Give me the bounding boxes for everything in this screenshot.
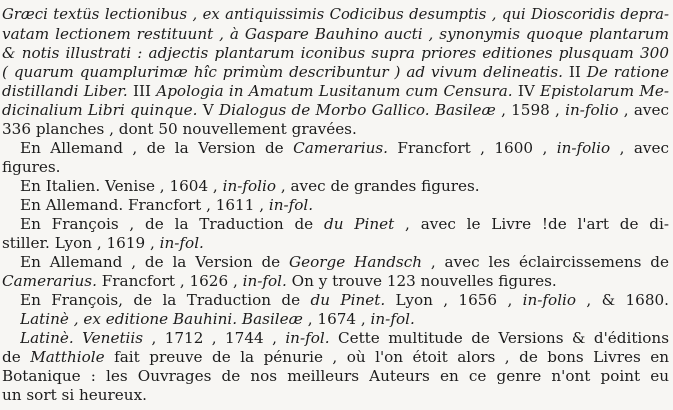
italic-segment: Dialogus de Morbo Gallico. Basileæ xyxy=(218,103,496,119)
italic-segment: distillandi Liber. xyxy=(2,84,133,100)
roman-segment: 336 planches , dont 50 nouvellement gravées. xyxy=(2,122,357,138)
italic-segment: Epistolarum Me- xyxy=(540,84,669,100)
text-line xyxy=(2,103,669,121)
text-line xyxy=(2,160,669,178)
text-line xyxy=(20,293,669,311)
text-line xyxy=(20,141,669,159)
text-line xyxy=(2,236,669,254)
italic-segment: dicinalium Libri quinque. xyxy=(2,103,203,119)
italic-segment: De ratione xyxy=(586,65,669,81)
text-line xyxy=(2,388,669,406)
italic-segment: du Pinet. xyxy=(310,293,386,309)
roman-segment: Botanique : les Ouvrages de nos meilleurs Auteurs en ce genre n'ont point eu xyxy=(2,369,669,385)
roman-segment: , avec xyxy=(618,103,669,119)
italic-segment: in-folio xyxy=(556,141,611,157)
italic-segment: in-fol. xyxy=(285,331,330,347)
text-line xyxy=(2,8,669,26)
italic-segment: in-folio xyxy=(522,293,577,309)
italic-segment: Græci textûs lectionibus , ex antiquissimis Codicibus desumptis , qui Dioscoridis depra- xyxy=(2,8,669,23)
italic-segment: Camerarius. xyxy=(293,141,388,157)
text-line xyxy=(2,46,669,64)
roman-segment: , avec de grandes figures. xyxy=(276,179,480,195)
text-line xyxy=(2,274,669,292)
text-line xyxy=(20,255,669,273)
text-line xyxy=(20,179,669,197)
roman-segment: , 1674 , xyxy=(302,312,371,328)
roman-segment: En François , de la Traduction de xyxy=(20,217,324,233)
italic-segment: George Handsch xyxy=(289,255,423,271)
roman-segment: un sort si heureux. xyxy=(2,388,147,404)
italic-segment: in-fol. xyxy=(370,312,415,328)
roman-segment: II xyxy=(568,65,587,81)
roman-segment: En Italien. Venise , 1604 , xyxy=(20,179,223,195)
italic-segment: Camerarius. xyxy=(2,274,97,290)
italic-segment: in-folio xyxy=(565,103,619,119)
roman-segment: , avec le Livre !de l'art de di- xyxy=(394,217,669,233)
text-line xyxy=(2,84,669,102)
italic-segment: Latinè , ex editione Bauhini. Basileæ xyxy=(20,312,303,328)
roman-segment: , 1712 , 1744 , xyxy=(143,331,286,347)
roman-segment: , & 1680. xyxy=(576,293,669,309)
italic-segment: in-fol. xyxy=(242,274,287,290)
italic-segment: in-folio xyxy=(222,179,276,195)
text-line xyxy=(2,65,669,83)
text-line xyxy=(2,27,669,45)
text-line xyxy=(20,331,669,349)
italic-segment: in-fol. xyxy=(268,198,314,214)
roman-segment: , 1598 , xyxy=(495,103,566,119)
roman-segment: Francfort , 1626 , xyxy=(96,274,243,290)
italic-segment: & notis illustrati : adjectis plantarum iconibus supra priores editiones plusquam 300 xyxy=(2,46,669,62)
italic-segment: Latinè. Venetiis xyxy=(20,331,144,347)
text-line xyxy=(2,350,669,368)
roman-segment: fait preuve de la pénurie , où l'on étoit alors , de bons Livres en xyxy=(104,350,669,366)
roman-segment: Cette multitude de Versions & d'éditions xyxy=(329,331,669,347)
roman-segment: IV xyxy=(517,84,541,100)
italic-segment: in-fol. xyxy=(159,236,204,252)
roman-segment: , avec les éclaircissemens de xyxy=(422,255,669,271)
italic-segment: vatam lectionem restituunt , à Gaspare Bauhino aucti , synonymis quoque plantarum xyxy=(2,27,669,43)
italic-segment: du Pinet xyxy=(323,217,395,233)
text-line xyxy=(20,198,669,216)
roman-segment: On y trouve 123 nouvelles figures. xyxy=(286,274,557,290)
roman-segment: , avec xyxy=(610,141,669,157)
roman-segment: En Allemand , de la Version de xyxy=(20,141,294,157)
italic-segment: Apologia in Amatum Lusitanum cum Censura. xyxy=(156,84,518,100)
roman-segment: V xyxy=(202,103,219,119)
roman-segment: stiller. Lyon , 1619 , xyxy=(2,236,160,252)
italic-segment: Matthiole xyxy=(30,350,105,366)
roman-segment: En François, de la Traduction de xyxy=(20,293,311,309)
italic-segment: ( quarum quamplurimæ hîc primùm describuntur ) ad vivum delineatis. xyxy=(2,65,569,81)
text-line xyxy=(20,312,669,330)
text-line xyxy=(2,122,669,140)
roman-segment: En Allemand , de la Version de xyxy=(20,255,290,271)
roman-segment: de xyxy=(2,350,31,366)
roman-segment: figures. xyxy=(2,160,61,176)
roman-segment: Francfort , 1600 , xyxy=(388,141,557,157)
roman-segment: Lyon , 1656 , xyxy=(385,293,523,309)
roman-segment: En Allemand. Francfort , 1611 , xyxy=(20,198,269,214)
roman-segment: III xyxy=(133,84,157,100)
text-line xyxy=(20,217,669,235)
text-line xyxy=(2,369,669,387)
